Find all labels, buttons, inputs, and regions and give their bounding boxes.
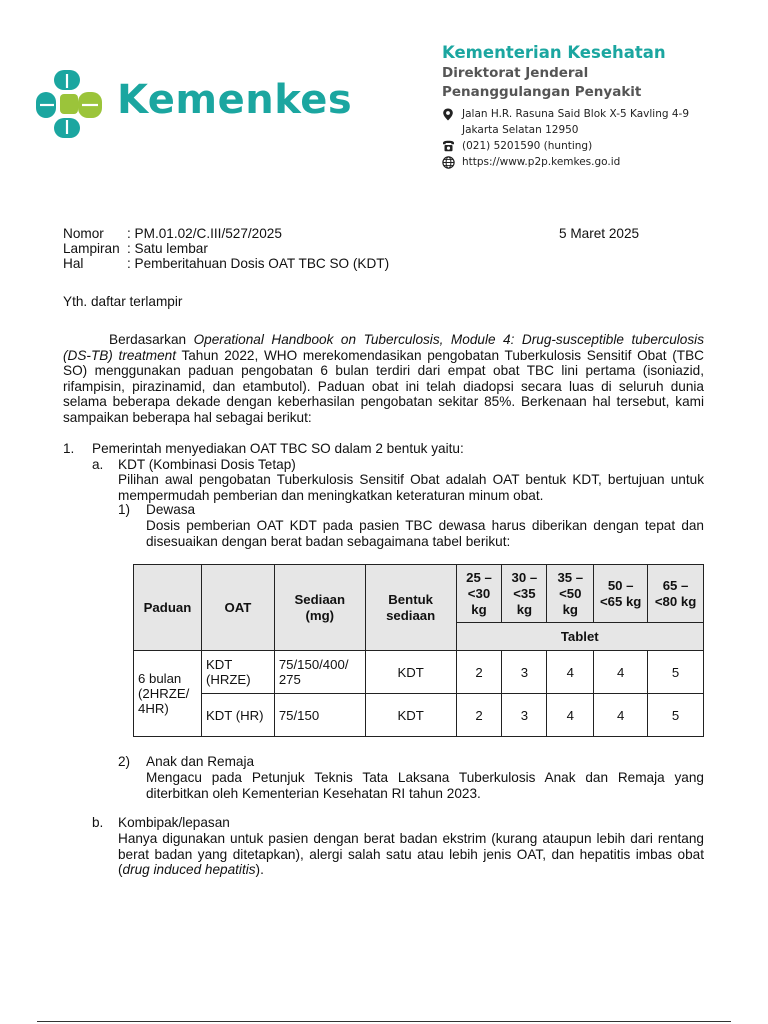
telephone-icon — [442, 139, 458, 153]
website-link[interactable]: https://www.p2p.kemkes.go.id — [462, 156, 621, 168]
header-oat: OAT — [201, 565, 274, 651]
address-line2: Jakarta Selatan 12950 — [462, 124, 579, 136]
website-row — [442, 154, 689, 170]
letterhead-kop — [442, 42, 666, 102]
point-a-text: Pilihan awal pengobatan Tuberkulosis Sensitif Obat adalah OAT bentuk KDT, bertujuan untuk mempermudah pemberian dan meningkatkan keteraturan minum obat. — [118, 472, 704, 503]
sediaan-cell: 75/150/400/ 275 — [274, 651, 365, 694]
handbook-title: Operational Handbook on Tuberculosis, Module 4: Drug-susceptible tuberculosis (DS-TB) treatment — [63, 332, 704, 363]
dose-cell: 4 — [547, 694, 594, 737]
dose-cell: 3 — [502, 651, 547, 694]
sub-2-number: 2) — [118, 754, 131, 769]
sub-2-title: Anak dan Remaja — [146, 754, 255, 769]
dose-cell: 5 — [648, 694, 704, 737]
dose-cell: 2 — [456, 694, 502, 737]
nomor-value: : PM.01.02/C.III/527/2025 — [127, 226, 282, 241]
hal-label: Hal — [63, 256, 84, 271]
letterhead-address — [442, 106, 689, 170]
oat-cell: KDT (HRZE) — [201, 651, 274, 694]
address-row-2 — [442, 122, 689, 138]
kemenkes-brand: Kemenkes — [117, 77, 353, 123]
header-sediaan: Sediaan (mg) — [274, 565, 365, 651]
bentuk-cell: KDT — [365, 694, 456, 737]
point-1-text: Pemerintah menyediakan OAT TBC SO dalam 2 bentuk yaitu: — [92, 441, 464, 456]
sub-1-text: Dosis pemberian OAT KDT pada pasien TBC dewasa harus diberikan dengan tepat dan disesuaikan dengan berat badan sebagaimana tabel berikut: — [146, 518, 704, 549]
lampiran-label: Lampiran — [63, 241, 120, 256]
header-paduan: Paduan — [134, 565, 202, 651]
header-weight-4: 50 – <65 kg — [594, 565, 648, 623]
kemenkes-logo-icon — [36, 70, 102, 138]
header-weight-3: 35 – <50 kg — [547, 565, 594, 623]
intro-paragraph: Berdasarkan Operational Handbook on Tuberculosis, Module 4: Drug-susceptible tuberculosis (DS-TB) treatment Tahun 2022, WHO merekomendasikan pengobatan Tuberkulosis Sensitif Obat (TBC SO) menggunakan paduan pengobatan 6 bulan terdiri dari empat obat TBC lini pertama (isoniazid, rifampisin, pirazinamid, dan etambutol). Paduan obat ini telah diadopsi secara luas di seluruh dunia selama beberapa dekade dengan keberhasilan pengobatan sekitar 85%. Berkenaan hal tersebut, kami sampaikan beberapa hal sebagai berikut: — [63, 332, 704, 425]
header-weight-1: 25 – <30 kg — [456, 565, 502, 623]
salutation: Yth. daftar terlampir — [63, 294, 183, 309]
paduan-cell: 6 bulan (2HRZE/ 4HR) — [134, 651, 202, 737]
dose-cell: 2 — [456, 651, 502, 694]
nomor-row — [63, 226, 282, 241]
directorate-line2: Penanggulangan Penyakit — [442, 84, 642, 100]
drug-induced-hepatitis: drug induced hepatitis — [122, 862, 256, 877]
phone-row — [442, 138, 689, 154]
point-a-title: KDT (Kombinasi Dosis Tetap) — [118, 457, 296, 472]
dose-cell: 4 — [547, 651, 594, 694]
phone-number: (021) 5201590 (hunting) — [462, 140, 593, 152]
dose-cell: 4 — [594, 651, 648, 694]
point-b-letter: b. — [92, 815, 104, 830]
point-b-text: Hanya digunakan untuk pasien dengan berat badan ekstrim (kurang ataupun lebih dari rentang berat badan yang ditetapkan), alergi salah satu atau lebih jenis OAT, dan hepatitis imbas obat (drug induced hepatitis). — [118, 831, 704, 877]
lampiran-row — [63, 241, 208, 256]
lampiran-value: : Satu lembar — [127, 241, 208, 256]
footer-rule — [37, 1021, 731, 1022]
table-row — [134, 651, 704, 694]
dose-cell: 5 — [648, 651, 704, 694]
header-weight-2: 30 – <35 kg — [502, 565, 547, 623]
table-row — [134, 694, 704, 737]
point-b-title: Kombipak/lepasan — [118, 815, 230, 830]
sediaan-cell: 75/150 — [274, 694, 365, 737]
point-a-letter: a. — [92, 457, 104, 472]
header-weight-5: 65 – <80 kg — [648, 565, 704, 623]
hal-value: : Pemberitahuan Dosis OAT TBC SO (KDT) — [127, 256, 390, 271]
address-row — [442, 106, 689, 122]
location-pin-icon — [442, 107, 458, 121]
bentuk-cell: KDT — [365, 651, 456, 694]
sub-1-title: Dewasa — [146, 502, 196, 517]
dosage-table — [133, 564, 704, 737]
dose-cell: 3 — [502, 694, 547, 737]
dose-cell: 4 — [594, 694, 648, 737]
header-bentuk: Bentuk sediaan — [365, 565, 456, 651]
point-1-number: 1. — [63, 441, 75, 456]
sub-2-text: Mengacu pada Petunjuk Teknis Tata Laksana Tuberkulosis Anak dan Remaja yang diterbitkan oleh Kementerian Kesehatan RI tahun 2023. — [146, 770, 704, 801]
address-line1: Jalan H.R. Rasuna Said Blok X-5 Kavling 4-9 — [462, 108, 690, 120]
header-tablet: Tablet — [456, 623, 703, 651]
nomor-label: Nomor — [63, 226, 104, 241]
sub-1-number: 1) — [118, 502, 131, 517]
oat-cell: KDT (HR) — [201, 694, 274, 737]
directorate-line1: Direktorat Jenderal — [442, 65, 589, 81]
letter-date: 5 Maret 2025 — [559, 226, 640, 241]
hal-row — [63, 256, 389, 271]
ministry-name: Kementerian Kesehatan — [442, 43, 666, 62]
globe-icon — [442, 155, 458, 169]
